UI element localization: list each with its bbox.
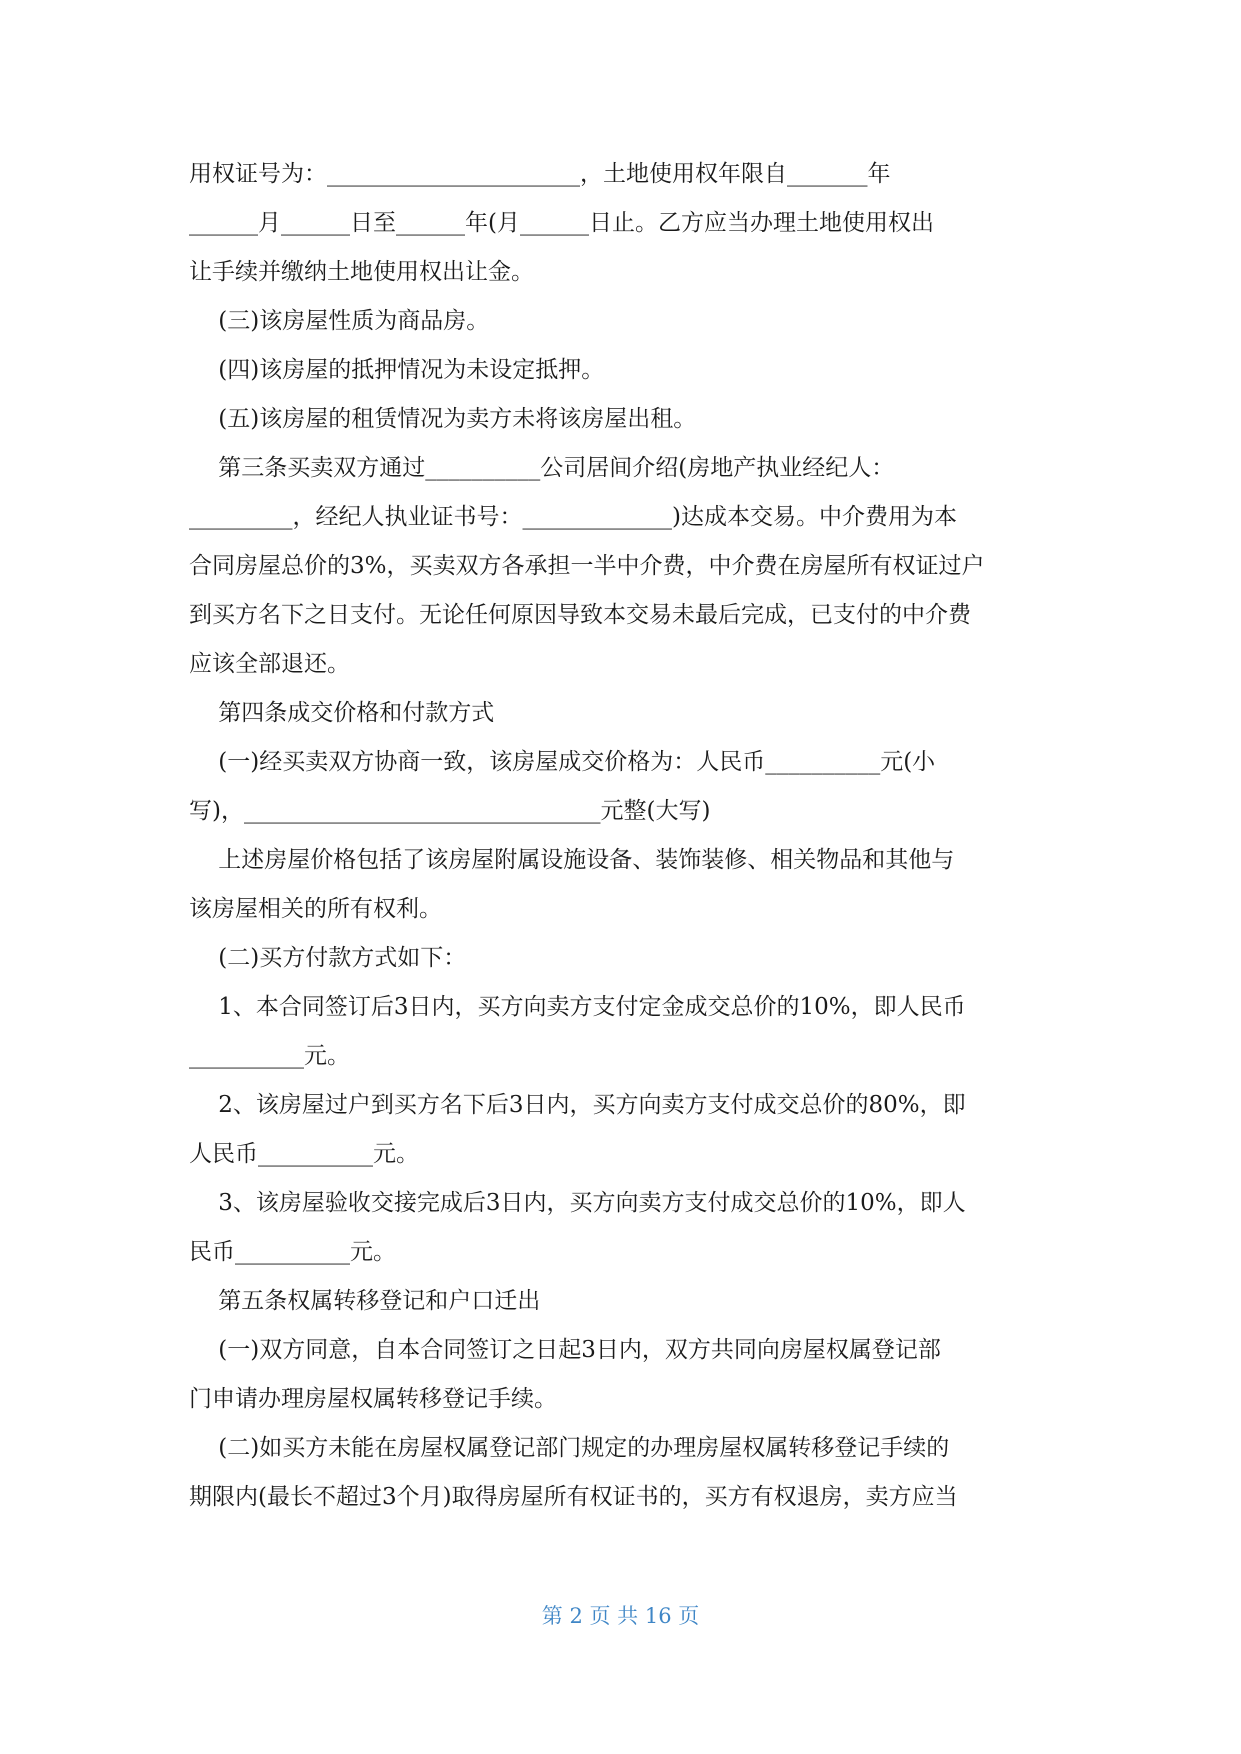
text-line: 第四条成交价格和付款方式 (189, 700, 495, 726)
text-line: 写)，_______________________________元整(大写) (189, 798, 711, 824)
text-line: (三)该房屋性质为商品房。 (189, 308, 490, 334)
text-line: 应该全部退还。 (189, 651, 350, 677)
text-line: __________元。 (189, 1043, 350, 1069)
text-line: ______月______日至______年(月______日止。乙方应当办理土地使用权出 (189, 210, 934, 236)
document-body (189, 150, 1054, 1522)
text-line: (四)该房屋的抵押情况为未设定抵押。 (189, 357, 605, 383)
text-line: 2、该房屋过户到买方名下后3日内，买方向卖方支付成交总价的80%，即 (189, 1092, 966, 1118)
text-line: (一)经买卖双方协商一致，该房屋成交价格为：人民币__________元(小 (189, 749, 936, 775)
text-line: 门申请办理房屋权属转移登记手续。 (189, 1386, 557, 1412)
text-line: 第三条买卖双方通过__________公司居间介绍(房地产执业经纪人： (189, 455, 895, 481)
text-line: 合同房屋总价的3%，买卖双方各承担一半中介费，中介费在房屋所有权证过户 (189, 553, 985, 579)
text-line: 3、该房屋验收交接完成后3日内，买方向卖方支付成交总价的10%，即人 (189, 1190, 966, 1216)
text-line: 第五条权属转移登记和户口迁出 (189, 1288, 541, 1314)
text-line: 期限内(最长不超过3个月)取得房屋所有权证书的，买方有权退房，卖方应当 (189, 1484, 958, 1510)
page-number-footer: 第 2 页 共 16 页 (541, 1604, 700, 1628)
text-line: (一)双方同意，自本合同签订之日起3日内，双方共同向房屋权属登记部 (189, 1337, 941, 1363)
text-line: 让手续并缴纳土地使用权出让金。 (189, 259, 534, 285)
text-line: 上述房屋价格包括了该房屋附属设施设备、装饰装修、相关物品和其他与 (189, 847, 955, 873)
text-line: 1、本合同签订后3日内，买方向卖方支付定金成交总价的10%，即人民币 (189, 994, 966, 1020)
text-line: 该房屋相关的所有权利。 (189, 896, 442, 922)
text-line: (二)如买方未能在房屋权属登记部门规定的办理房屋权属转移登记手续的 (189, 1435, 950, 1461)
text-line: 人民币__________元。 (189, 1141, 419, 1167)
text-line: (五)该房屋的租赁情况为卖方未将该房屋出租。 (189, 406, 697, 432)
text-line: _________，经纪人执业证书号：_____________)达成本交易。中介费用为本 (189, 504, 957, 530)
text-line: 民币__________元。 (189, 1239, 396, 1265)
text-line: (二)买方付款方式如下： (189, 945, 467, 971)
text-line: 用权证号为：______________________，土地使用权年限自_______年 (189, 161, 891, 187)
text-line: 到买方名下之日支付。无论任何原因导致本交易未最后完成，已支付的中介费 (189, 602, 971, 628)
